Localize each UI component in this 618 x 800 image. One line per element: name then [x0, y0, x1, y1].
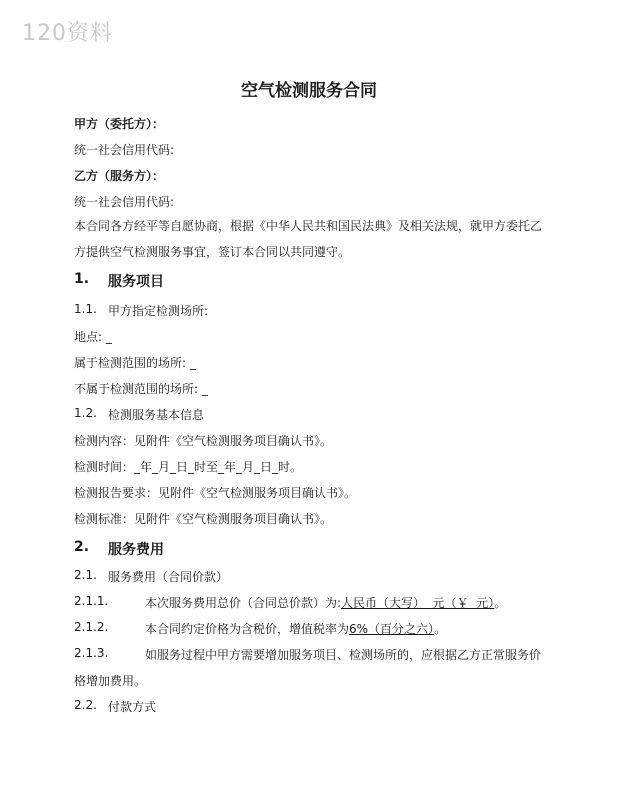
party-b-credit-code: 统一社会信用代码: — [74, 195, 175, 209]
clause-2-1-text: 服务费用（合同价款） — [108, 570, 229, 584]
time-line: 检测时间：_年_月_日_时至_年_月_日_时。 — [74, 460, 303, 474]
clause-2-1-2-number: 2.1.2. — [74, 620, 109, 634]
clause-2-1-1-end: 。 — [494, 596, 507, 610]
clause-1-2-text: 检测服务基本信息 — [108, 408, 205, 422]
clause-1-1-text: 甲方指定检测场所: — [108, 304, 209, 318]
clause-2-1-2-end: 。 — [434, 622, 447, 636]
out-scope-line: 不属于检测范围的场所: _ — [74, 382, 208, 396]
clause-2-1-2-lead: 本合同约定价格为含税价，增值税率为 — [145, 622, 350, 636]
clause-2-1-1-lead: 本次服务费用总价（合同总价款）为: — [145, 596, 342, 610]
content-line: 检测内容：见附件《空气检测服务项目确认书》。 — [74, 434, 333, 448]
clause-2-1-3-number: 2.1.3. — [74, 646, 109, 660]
section-2-number: 2. — [74, 539, 90, 555]
section-2-title: 服务费用 — [108, 542, 164, 558]
section-1-title: 服务项目 — [108, 274, 164, 290]
party-a-credit-code: 统一社会信用代码: — [74, 143, 175, 157]
standard-line: 检测标准：见附件《空气检测服务项目确认书》。 — [74, 512, 333, 526]
party-b-label: 乙方（服务方）： — [74, 169, 165, 183]
clause-2-2-number: 2.2. — [74, 698, 97, 712]
clause-2-1-2-text — [145, 620, 446, 637]
intro-paragraph: 本合同各方经平等自愿协商，根据《中华人民共和国民法典》及相关法规，就甲方委托乙方提供空气检测服务事宜，签订本合同以共同遵守。 — [74, 219, 543, 259]
clause-2-1-3-text: 如服务过程中甲方需要增加服务项目、检测场所的，应根据乙方正常服务价 — [145, 648, 542, 662]
clause-1-2-number: 1.2. — [74, 406, 97, 420]
in-scope-line: 属于检测范围的场所: _ — [74, 356, 196, 370]
clause-2-1-3-continued: 格增加费用。 — [74, 674, 147, 688]
party-a-label: 甲方（委托方）： — [74, 117, 165, 131]
clause-1-1-number: 1.1. — [74, 302, 97, 316]
document-title: 空气检测服务合同 — [241, 81, 377, 101]
clause-2-1-1-number: 2.1.1. — [74, 594, 109, 608]
clause-2-2-text: 付款方式 — [108, 700, 157, 714]
clause-2-1-1-text — [145, 594, 506, 611]
section-1-number: 1. — [74, 271, 90, 287]
vat-rate: 6%（百分之六） — [349, 622, 435, 636]
location-line: 地点: _ — [74, 330, 112, 344]
clause-2-1-number: 2.1. — [74, 568, 97, 582]
report-line: 检测报告要求：见附件《空气检测服务项目确认书》。 — [74, 486, 357, 500]
contract-total-price: 人民币（大写） 元（￥ 元） — [341, 596, 495, 610]
watermark: 120资料 — [22, 21, 113, 46]
